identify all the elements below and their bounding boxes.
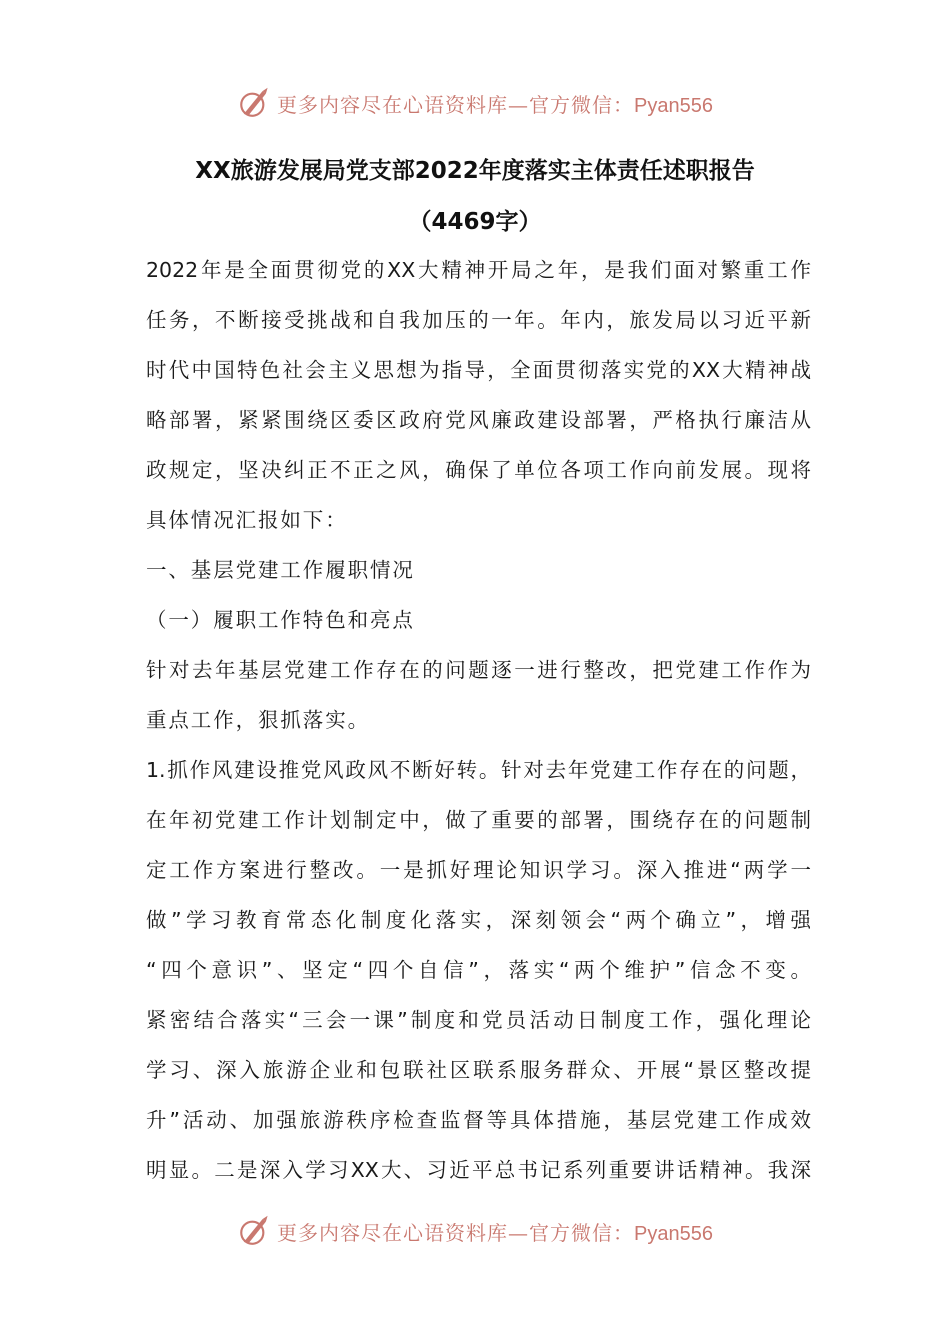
watermark-wechat-id: Pyan556	[634, 1222, 713, 1245]
body-line: 学习、深入旅游企业和包联社区联系服务群众、开展“景区整改提	[146, 1058, 811, 1082]
document-subtitle-wordcount: （4469字）	[408, 209, 542, 235]
body-line: 重点工作，狠抓落实。	[146, 708, 370, 732]
body-line: 2022年是全面贯彻党的XX大精神开局之年，是我们面对繁重工作	[146, 258, 811, 282]
body-line: “四个意识”、坚定“四个自信”，落实“两个维护”信念不变。	[146, 958, 811, 982]
watermark-text: 更多内容尽在心语资料库—官方微信：Pyan556	[277, 92, 713, 117]
watermark-header	[0, 81, 950, 125]
body-line: 定工作方案进行整改。一是抓好理论知识学习。深入推进“两学一	[146, 858, 811, 882]
quill-pen-logo-icon	[237, 86, 271, 120]
body-line: 略部署，紧紧围绕区委区政府党风廉政建设部署，严格执行廉洁从	[146, 408, 811, 432]
body-line: 紧密结合落实“三会一课”制度和党员活动日制度工作，强化理论	[146, 1008, 811, 1032]
watermark-text: 更多内容尽在心语资料库—官方微信：Pyan556	[277, 1220, 713, 1245]
body-line: 针对去年基层党建工作存在的问题逐一进行整改，把党建工作作为	[146, 658, 811, 682]
document-title: XX旅游发展局党支部2022年度落实主体责任述职报告	[195, 158, 755, 184]
body-line: 在年初党建工作计划制定中，做了重要的部署，围绕存在的问题制	[146, 808, 811, 832]
subsection-heading: （一）履职工作特色和亮点	[146, 608, 415, 632]
watermark-wechat-id: Pyan556	[634, 94, 713, 117]
body-line: 1.抓作风建设推党风政风不断好转。针对去年党建工作存在的问题，	[146, 758, 811, 782]
body-line: 具体情况汇报如下：	[146, 508, 348, 532]
body-line: 做”学习教育常态化制度化落实，深刻领会“两个确立”，增强	[146, 908, 811, 932]
watermark-footer	[0, 1209, 950, 1253]
body-line: 明显。二是深入学习XX大、习近平总书记系列重要讲话精神。我深	[146, 1158, 811, 1182]
body-line: 升”活动、加强旅游秩序检查监督等具体措施，基层党建工作成效	[146, 1108, 811, 1132]
quill-pen-logo-icon	[237, 1214, 271, 1248]
document-body	[146, 255, 811, 1205]
body-line: 任务，不断接受挑战和自我加压的一年。年内，旅发局以习近平新	[146, 308, 811, 332]
body-line: 时代中国特色社会主义思想为指导，全面贯彻落实党的XX大精神战	[146, 358, 811, 382]
body-line: 政规定，坚决纠正不正之风，确保了单位各项工作向前发展。现将	[146, 458, 811, 482]
section-heading: 一、基层党建工作履职情况	[146, 558, 415, 582]
